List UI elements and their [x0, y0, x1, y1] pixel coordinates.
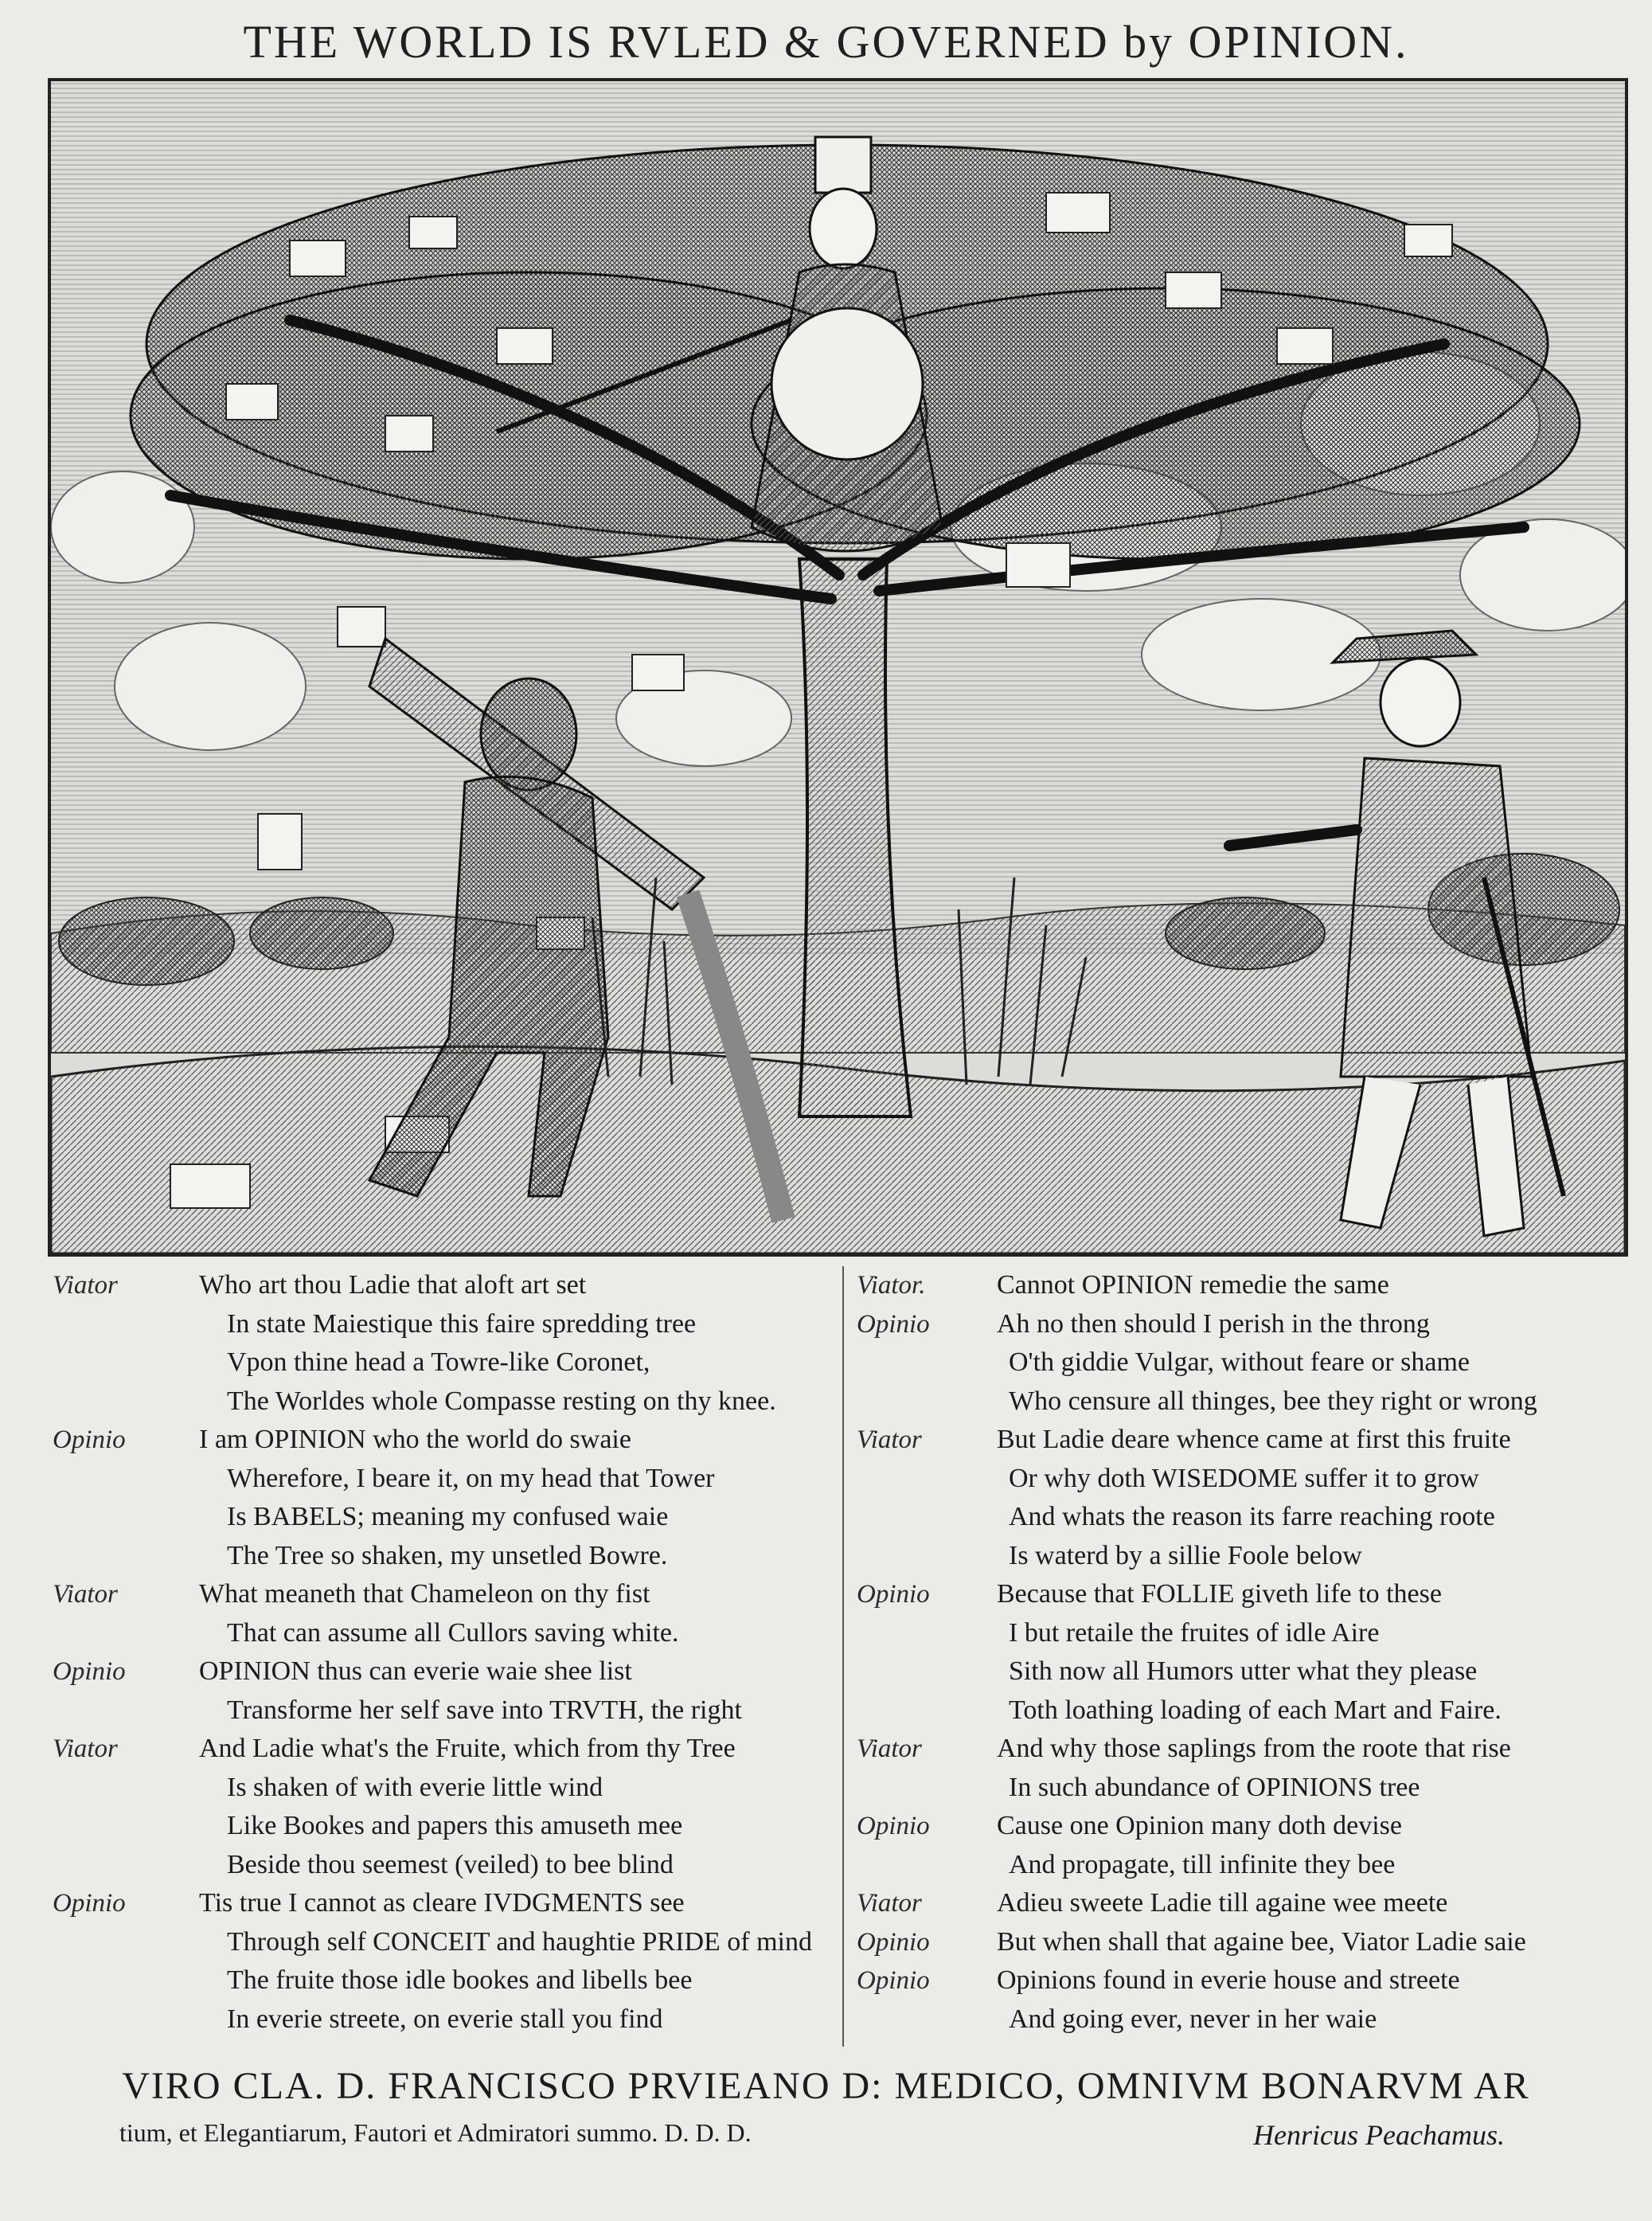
- verse-line: Viator And Ladie what's the Fruite, which from thy Tree: [53, 1734, 736, 1763]
- verse-line: Opinio Ah no then should I perish in the throng: [857, 1308, 1430, 1339]
- verse-line: Opinio I am OPINION who the world do swaie: [53, 1425, 631, 1454]
- verse-line: Opinio Opinions found in everie house and streete: [857, 1965, 1460, 1995]
- verse-line: That can assume all Cullors saving white.: [227, 1617, 679, 1648]
- globe-on-knee: [771, 308, 923, 459]
- verse-line: Or why doth WISEDOME suffer it to grow: [1009, 1463, 1479, 1493]
- verse-line: Opinio OPINION thus can everie waie shee list: [53, 1656, 632, 1686]
- verse-line: In everie streete, on everie stall you find: [227, 2004, 663, 2034]
- verse-line: Is waterd by a sillie Foole below: [1009, 1540, 1362, 1570]
- tower-crown: [815, 137, 871, 193]
- verse-line: And going ever, never in her waie: [1009, 2004, 1377, 2034]
- verse-line: Through self CONCEIT and haughtie PRIDE of mind: [227, 1926, 813, 1957]
- verse-line: Opinio Tis true I cannot as cleare IVDGMENTS see: [53, 1888, 685, 1918]
- verse-line: Viator What meaneth that Chameleon on thy fist: [53, 1579, 650, 1609]
- verse-line: Viator Adieu sweete Ladie till againe wee meete: [857, 1888, 1448, 1918]
- signature: Henricus Peachamus.: [1253, 2119, 1505, 2151]
- verse-line: Is shaken of with everie little wind: [227, 1772, 603, 1802]
- verse-line: Vpon thine head a Towre-like Coronet,: [227, 1347, 650, 1377]
- verse-line: Beside thou seemest (veiled) to bee blind: [227, 1849, 674, 1879]
- verse-line: Who censure all thinges, bee they right or wrong: [1009, 1386, 1537, 1416]
- verse-column-right: [846, 1266, 1634, 2047]
- engraving-illustration: [51, 81, 1625, 1253]
- dedication-line-1: VIRO CLA. D. FRANCISCO PRVIEANO D: MEDICO, OMNIVM BONARVM AR: [122, 2065, 1530, 2107]
- verse-line: And propagate, till infinite they bee: [1009, 1849, 1396, 1879]
- dedication-line-2: [119, 2118, 1552, 2151]
- verse-line: Opinio Because that FOLLIE giveth life to these: [857, 1579, 1442, 1609]
- verse-line: Toth loathing loading of each Mart and Faire.: [1009, 1695, 1502, 1725]
- verse-line: In such abundance of OPINIONS tree: [1009, 1772, 1420, 1802]
- verse-line: Transforme her self save into TRVTH, the right: [227, 1695, 742, 1725]
- page-title: THE WORLD IS RVLED & GOVERNED by OPINION.: [243, 16, 1409, 68]
- verse-line: Wherefore, I beare it, on my head that Tower: [227, 1463, 715, 1493]
- verse-line: O'th giddie Vulgar, without feare or shame: [1009, 1347, 1470, 1377]
- dedication-text: tium, et Elegantiarum, Fautori et Admiratori summo. D. D. D.: [119, 2118, 752, 2147]
- verse-line: Viator Who art thou Ladie that aloft art set: [53, 1270, 587, 1300]
- verse-line: The fruite those idle bookes and libells bee: [227, 1965, 693, 1995]
- verse-line: Like Bookes and papers this amuseth mee: [227, 1811, 683, 1840]
- verse-line: I but retaile the fruites of idle Aire: [1009, 1617, 1380, 1648]
- verse-line: Viator But Ladie deare whence came at first this fruite: [857, 1425, 1511, 1454]
- verse-line: Opinio Cause one Opinion many doth devise: [857, 1811, 1402, 1840]
- verse-line: Sith now all Humors utter what they please: [1009, 1656, 1478, 1686]
- verse-column-left: [48, 1266, 844, 2047]
- engraving-plate: [48, 78, 1628, 1257]
- verse-line: And whats the reason its farre reaching roote: [1009, 1502, 1495, 1531]
- verse-line: Viator And why those saplings from the roote that rise: [857, 1734, 1511, 1763]
- verse-line: In state Maiestique this faire spredding tree: [227, 1308, 697, 1339]
- verse-line: Opinio But when shall that againe bee, Viator Ladie saie: [857, 1926, 1526, 1957]
- verse-line: Viator. Cannot OPINION remedie the same: [857, 1270, 1389, 1300]
- verse-line: The Worldes whole Compasse resting on thy knee.: [227, 1386, 776, 1416]
- verse-line: The Tree so shaken, my unsetled Bowre.: [227, 1540, 668, 1570]
- verse-line: Is BABELS; meaning my confused waie: [227, 1502, 669, 1531]
